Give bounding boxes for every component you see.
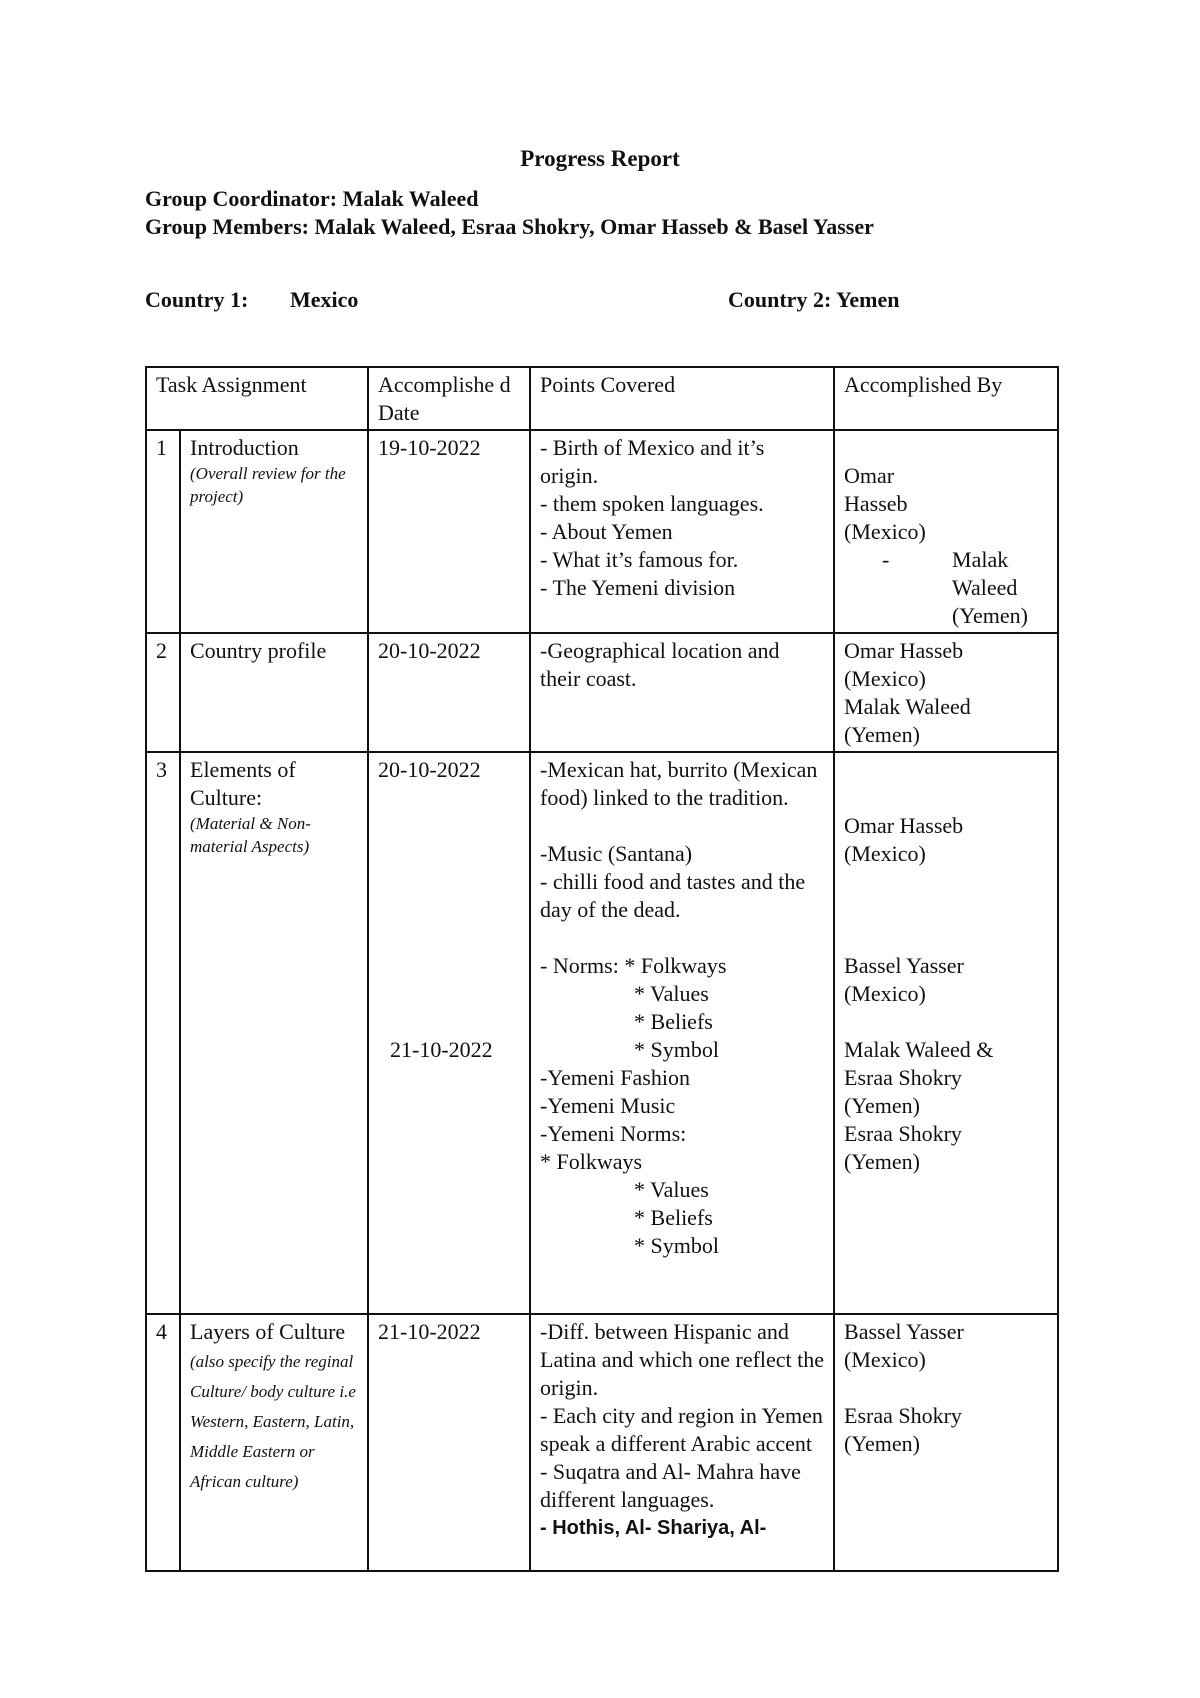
country-1-value: Mexico bbox=[290, 287, 359, 312]
accomplished-by-cell bbox=[834, 633, 1058, 752]
point-item: -Music (Santana) bbox=[540, 841, 693, 866]
points-cell: -Geographical location and their coast. bbox=[530, 633, 834, 752]
point-item: * Symbol bbox=[634, 1233, 719, 1258]
point-item: -Yemeni Fashion bbox=[540, 1065, 690, 1090]
table-row bbox=[146, 1314, 1058, 1571]
date-value: 20-10-2022 bbox=[378, 757, 481, 782]
point-item: -Yemeni Norms: bbox=[540, 1121, 687, 1146]
accomplished-by-item: (Yemen) bbox=[844, 1149, 920, 1174]
accomplished-by-item: (Yemen) bbox=[844, 1093, 920, 1118]
accomplished-by-item: (Mexico) bbox=[844, 666, 926, 691]
task-cell bbox=[180, 1314, 368, 1571]
accomplished-by-item: (Mexico) bbox=[844, 981, 926, 1006]
points-cell bbox=[530, 430, 834, 633]
accomplished-by-item: Bassel Yasser bbox=[844, 953, 964, 978]
accomplished-by-item: Bassel Yasser bbox=[844, 1319, 964, 1344]
table-row bbox=[146, 430, 1058, 633]
task-name: Elements of Culture: bbox=[190, 757, 296, 810]
date-cell bbox=[368, 752, 530, 1314]
point-item: * Values bbox=[634, 981, 709, 1006]
date-value: 21-10-2022 bbox=[390, 1037, 493, 1062]
list-dash: - bbox=[882, 547, 890, 572]
accomplished-by-item: (Yemen) bbox=[844, 1431, 920, 1456]
accomplished-by-item: Esraa Shokry bbox=[844, 1403, 962, 1428]
task-name: Introduction bbox=[190, 435, 299, 460]
header-accomplished-by: Accomplished By bbox=[834, 367, 1058, 430]
point-item: - Suqatra and Al- Mahra have different languages. bbox=[540, 1459, 801, 1512]
point-item: * Values bbox=[634, 1177, 709, 1202]
table-row bbox=[146, 752, 1058, 1314]
accomplished-by-item: (Mexico) bbox=[844, 1347, 926, 1372]
progress-table bbox=[145, 366, 1059, 1572]
points-cell bbox=[530, 1314, 834, 1571]
point-item: - About Yemen bbox=[540, 519, 673, 544]
date-cell: 21-10-2022 bbox=[368, 1314, 530, 1571]
task-cell bbox=[180, 752, 368, 1314]
accomplished-by-item: Esraa Shokry bbox=[844, 1065, 962, 1090]
point-item: - Birth of Mexico and it’s origin. bbox=[540, 435, 765, 488]
group-members: Group Members: Malak Waleed, Esraa Shokry, Omar Hasseb & Basel Yasser bbox=[145, 214, 874, 239]
table-header-row bbox=[146, 367, 1058, 430]
accomplished-by-item: Omar Hasseb (Mexico) bbox=[844, 463, 926, 544]
header-task-assignment: Task Assignment bbox=[146, 367, 368, 430]
task-name: Layers of Culture bbox=[190, 1319, 346, 1344]
point-item: * Beliefs bbox=[634, 1205, 713, 1230]
row-number: 1 bbox=[146, 430, 180, 633]
accomplished-by-item: Esraa Shokry bbox=[844, 1121, 962, 1146]
point-item: - them spoken languages. bbox=[540, 491, 764, 516]
point-item: * Symbol bbox=[634, 1037, 719, 1062]
point-item: - Norms: * Folkways bbox=[540, 953, 727, 978]
task-name: Country profile bbox=[180, 633, 368, 752]
row-number: 3 bbox=[146, 752, 180, 1314]
point-item: - chilli food and tastes and the day of the dead. bbox=[540, 869, 806, 922]
points-cell bbox=[530, 752, 834, 1314]
accomplished-by-item: (Yemen) bbox=[844, 722, 920, 747]
accomplished-by-cell bbox=[834, 430, 1058, 633]
accomplished-by-item: Omar Hasseb bbox=[844, 638, 964, 663]
country-1-label: Country 1: bbox=[145, 287, 249, 312]
accomplished-by-item: (Mexico) bbox=[844, 841, 926, 866]
point-item: * Folkways bbox=[540, 1149, 643, 1174]
accomplished-by-item: Malak Waleed bbox=[844, 694, 971, 719]
group-coordinator: Group Coordinator: Malak Waleed bbox=[145, 186, 479, 211]
point-item: - What it’s famous for. bbox=[540, 547, 739, 572]
table-row bbox=[146, 633, 1058, 752]
point-item: -Mexican hat, burrito (Mexican food) linked to the tradition. bbox=[540, 757, 818, 810]
task-note: (Overall review for the project) bbox=[190, 464, 346, 506]
point-item: - Each city and region in Yemen speak a different Arabic accent bbox=[540, 1403, 823, 1456]
header-points-covered: Points Covered bbox=[530, 367, 834, 430]
point-item-bold: - Hothis, Al- Shariya, Al- bbox=[540, 1517, 767, 1539]
row-number: 4 bbox=[146, 1314, 180, 1571]
task-note: (also specify the reginal Culture/ body culture i.e Western, Eastern, Latin, Middle Eastern or African culture) bbox=[190, 1352, 356, 1491]
page-title: Progress Report bbox=[520, 146, 680, 171]
date-cell: 19-10-2022 bbox=[368, 430, 530, 633]
row-number: 2 bbox=[146, 633, 180, 752]
accomplished-by-cell bbox=[834, 1314, 1058, 1571]
date-cell: 20-10-2022 bbox=[368, 633, 530, 752]
accomplished-by-item: Malak Waleed & bbox=[844, 1037, 994, 1062]
accomplished-by-cell bbox=[834, 752, 1058, 1314]
accomplished-by-item: Omar Hasseb bbox=[844, 813, 964, 838]
accomplished-by-item: Malak Waleed (Yemen) bbox=[952, 547, 1028, 628]
task-note: (Material & Non-material Aspects) bbox=[190, 814, 311, 856]
point-item: * Beliefs bbox=[634, 1009, 713, 1034]
point-item: - The Yemeni division bbox=[540, 575, 736, 600]
country-2: Country 2: Yemen bbox=[728, 287, 900, 312]
point-item: -Diff. between Hispanic and Latina and which one reflect the origin. bbox=[540, 1319, 825, 1400]
header-accomplished-date: Accomplishe d Date bbox=[368, 367, 530, 430]
point-item: -Yemeni Music bbox=[540, 1093, 676, 1118]
task-cell bbox=[180, 430, 368, 633]
